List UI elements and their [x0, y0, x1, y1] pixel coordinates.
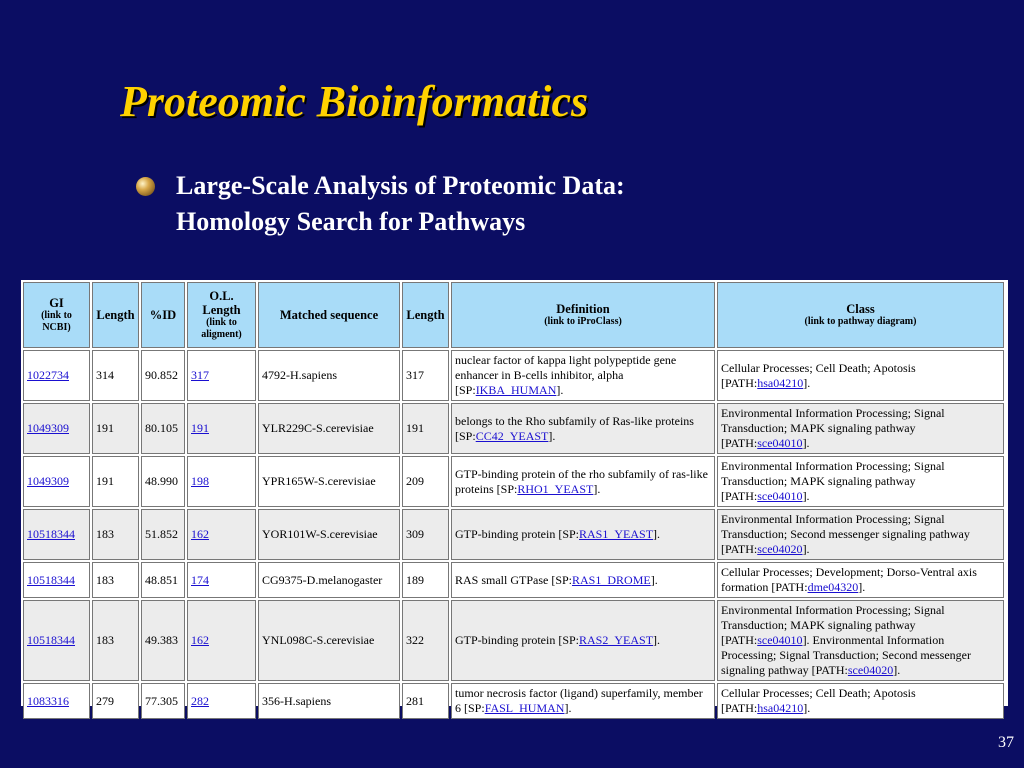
alignment-link[interactable]: 174 — [191, 572, 209, 587]
gi-link[interactable]: 1049309 — [27, 421, 69, 435]
ol-length-cell — [187, 600, 256, 681]
header-length-2: Length — [402, 282, 449, 348]
class-cell — [717, 350, 1004, 401]
homology-table — [21, 280, 1006, 721]
class-text: ]. — [858, 580, 866, 594]
definition-suffix: ]. — [564, 701, 572, 715]
page-number: 37 — [998, 734, 1014, 751]
header-class — [717, 282, 1004, 348]
class-cell — [717, 600, 1004, 681]
homology-table-container — [21, 280, 1008, 715]
gi-link[interactable]: 10518344 — [27, 572, 75, 587]
table-body — [23, 350, 1004, 719]
class-text: ]. — [893, 663, 901, 677]
length-2-cell: 309 — [402, 509, 449, 560]
ol-length-cell — [187, 456, 256, 507]
table-row — [23, 562, 1004, 598]
pid-cell: 77.305 — [141, 683, 185, 719]
class-text: Cellular Processes; Cell Death; Apotosis [PATH: — [721, 686, 916, 715]
length-2-cell: 322 — [402, 600, 449, 681]
class-cell — [717, 683, 1004, 719]
definition-cell — [451, 350, 715, 401]
table-row — [23, 456, 1004, 507]
bullet-line-2: Homology Search for Pathways — [176, 207, 526, 236]
iproclass-link[interactable]: RAS1_DROME — [572, 572, 651, 587]
table-row — [23, 350, 1004, 401]
matched-sequence-cell: YLR229C-S.cerevisiae — [258, 403, 400, 454]
matched-sequence-cell: 356-H.sapiens — [258, 683, 400, 719]
class-text: Environmental Information Processing; Signal Transduction; MAPK signaling pathway [PATH: — [721, 459, 945, 503]
definition-suffix: ]. — [650, 572, 658, 587]
gi-link[interactable]: 1083316 — [27, 693, 69, 708]
class-text: ]. — [802, 436, 810, 450]
table-row — [23, 403, 1004, 454]
iproclass-link[interactable]: FASL_HUMAN — [484, 701, 565, 715]
class-text: ]. — [803, 701, 811, 715]
gi-cell — [23, 509, 90, 560]
pathway-link[interactable]: sce04010 — [757, 436, 803, 450]
matched-sequence-cell: YOR101W-S.cerevisiae — [258, 509, 400, 560]
header-ol-label: O.L. Length — [202, 289, 241, 317]
gi-cell — [23, 403, 90, 454]
ol-length-cell — [187, 350, 256, 401]
class-cell — [717, 403, 1004, 454]
header-ol-length — [187, 282, 256, 348]
ol-length-cell — [187, 403, 256, 454]
header-definition-label: Definition — [556, 302, 610, 316]
ol-length-cell — [187, 509, 256, 560]
length-cell: 183 — [92, 600, 139, 681]
pathway-link[interactable]: sce04020 — [757, 542, 803, 556]
definition-cell — [451, 509, 715, 560]
gi-link[interactable]: 1022734 — [27, 368, 69, 382]
pathway-link[interactable]: sce04020 — [847, 663, 894, 677]
header-definition-sub: (link to iProClass) — [544, 316, 622, 327]
length-2-cell: 189 — [402, 562, 449, 598]
class-text: Environmental Information Processing; Signal Transduction; MAPK signaling pathway [PATH: — [721, 603, 945, 647]
iproclass-link[interactable]: RAS2_YEAST — [579, 633, 654, 647]
alignment-link[interactable]: 198 — [191, 474, 209, 488]
gi-cell — [23, 350, 90, 401]
alignment-link[interactable]: 191 — [191, 421, 209, 435]
definition-cell — [451, 600, 715, 681]
table-header-row — [23, 282, 1004, 348]
gi-cell — [23, 600, 90, 681]
pid-cell: 51.852 — [141, 509, 185, 560]
length-2-cell: 281 — [402, 683, 449, 719]
definition-cell — [451, 683, 715, 719]
pid-cell: 49.383 — [141, 600, 185, 681]
gi-cell — [23, 683, 90, 719]
gi-cell — [23, 562, 90, 598]
class-cell — [717, 562, 1004, 598]
header-ol-sub: (link to aligment) — [201, 317, 242, 340]
class-text: Environmental Information Processing; Signal Transduction; MAPK signaling pathway [PATH: — [721, 406, 945, 450]
pathway-link[interactable]: hsa04210 — [757, 701, 804, 715]
pid-cell: 48.990 — [141, 456, 185, 507]
definition-suffix: ]. — [653, 633, 661, 647]
class-text: ]. — [803, 375, 811, 390]
length-cell: 183 — [92, 562, 139, 598]
gi-cell — [23, 456, 90, 507]
header-pid: %ID — [141, 282, 185, 348]
class-text: Cellular Processes; Development; Dorso-Ventral axis formation [PATH: — [721, 565, 977, 594]
ol-length-cell — [187, 562, 256, 598]
length-2-cell: 191 — [402, 403, 449, 454]
bullet-line-1: Large-Scale Analysis of Proteomic Data: — [176, 171, 625, 200]
gi-link[interactable]: 10518344 — [27, 633, 75, 647]
class-text: ]. — [802, 489, 810, 503]
pathway-link[interactable]: hsa04210 — [757, 375, 804, 390]
iproclass-link[interactable]: RAS1_YEAST — [579, 527, 654, 541]
definition-cell — [451, 562, 715, 598]
slide-title: Proteomic Bioinformatics — [120, 77, 589, 126]
definition-suffix: ]. — [653, 527, 661, 541]
header-length: Length — [92, 282, 139, 348]
class-text: ]. Environmental Information Processing; Signal Transduction; Second messenger signaling pathway [PATH: — [721, 633, 971, 677]
matched-sequence-cell: YPR165W-S.cerevisiae — [258, 456, 400, 507]
table-row — [23, 683, 1004, 719]
pathway-link[interactable]: sce04010 — [757, 633, 803, 647]
class-text: Cellular Processes; Cell Death; Apotosis [PATH: — [721, 360, 916, 390]
definition-suffix: ]. — [548, 428, 556, 443]
definition-text: RAS small GTPase [SP: — [455, 572, 573, 587]
definition-suffix: ]. — [593, 481, 601, 496]
header-gi — [23, 282, 90, 348]
alignment-link[interactable]: 162 — [191, 633, 209, 647]
matched-sequence-cell: 4792-H.sapiens — [258, 350, 400, 401]
class-cell — [717, 456, 1004, 507]
alignment-link[interactable]: 282 — [191, 693, 209, 708]
header-gi-label: GI — [49, 296, 64, 310]
table-row — [23, 600, 1004, 681]
length-cell: 191 — [92, 456, 139, 507]
class-cell — [717, 509, 1004, 560]
pathway-link[interactable]: dme04320 — [807, 580, 859, 594]
matched-sequence-cell: CG9375-D.melanogaster — [258, 562, 400, 598]
matched-sequence-cell: YNL098C-S.cerevisiae — [258, 600, 400, 681]
definition-text: GTP-binding protein [SP: — [455, 633, 580, 647]
pid-cell: 80.105 — [141, 403, 185, 454]
gi-link[interactable]: 1049309 — [27, 474, 69, 488]
length-2-cell: 317 — [402, 350, 449, 401]
header-gi-sub: (link to NCBI) — [41, 310, 72, 333]
definition-cell — [451, 403, 715, 454]
bullet-text — [176, 168, 625, 240]
header-matched-sequence: Matched sequence — [258, 282, 400, 348]
alignment-link[interactable]: 317 — [191, 368, 209, 382]
ol-length-cell — [187, 683, 256, 719]
alignment-link[interactable]: 162 — [191, 527, 209, 541]
bullet-sphere-icon — [136, 177, 155, 196]
pid-cell: 90.852 — [141, 350, 185, 401]
definition-text: GTP-binding protein [SP: — [455, 527, 580, 541]
iproclass-link[interactable]: RHO1_YEAST — [517, 481, 594, 496]
length-cell: 279 — [92, 683, 139, 719]
length-cell: 314 — [92, 350, 139, 401]
pathway-link[interactable]: sce04010 — [757, 489, 803, 503]
gi-link[interactable]: 10518344 — [27, 527, 75, 541]
definition-cell — [451, 456, 715, 507]
header-class-label: Class — [846, 302, 875, 316]
pid-cell: 48.851 — [141, 562, 185, 598]
class-text: ]. — [802, 542, 810, 556]
definition-suffix: ]. — [556, 383, 564, 397]
iproclass-link[interactable]: IKBA_HUMAN — [475, 383, 557, 397]
definition-text: nuclear factor of kappa light polypeptide gene enhancer in B-cells inhibitor, alpha [SP: — [455, 353, 677, 397]
definition-text: tumor necrosis factor (ligand) superfamily, member 6 [SP: — [455, 686, 703, 715]
bullet-point — [136, 168, 625, 240]
header-class-sub: (link to pathway diagram) — [804, 316, 917, 327]
length-2-cell: 209 — [402, 456, 449, 507]
length-cell: 191 — [92, 403, 139, 454]
iproclass-link[interactable]: CC42_YEAST — [475, 428, 549, 443]
header-definition — [451, 282, 715, 348]
length-cell: 183 — [92, 509, 139, 560]
table-row — [23, 509, 1004, 560]
definition-text: belongs to the Rho subfamily of Ras-like proteins [SP: — [455, 413, 694, 443]
definition-text: GTP-binding protein of the rho subfamily of ras-like proteins [SP: — [455, 466, 708, 496]
class-text: Environmental Information Processing; Signal Transduction; Second messenger signaling pathway [PATH: — [721, 512, 970, 556]
